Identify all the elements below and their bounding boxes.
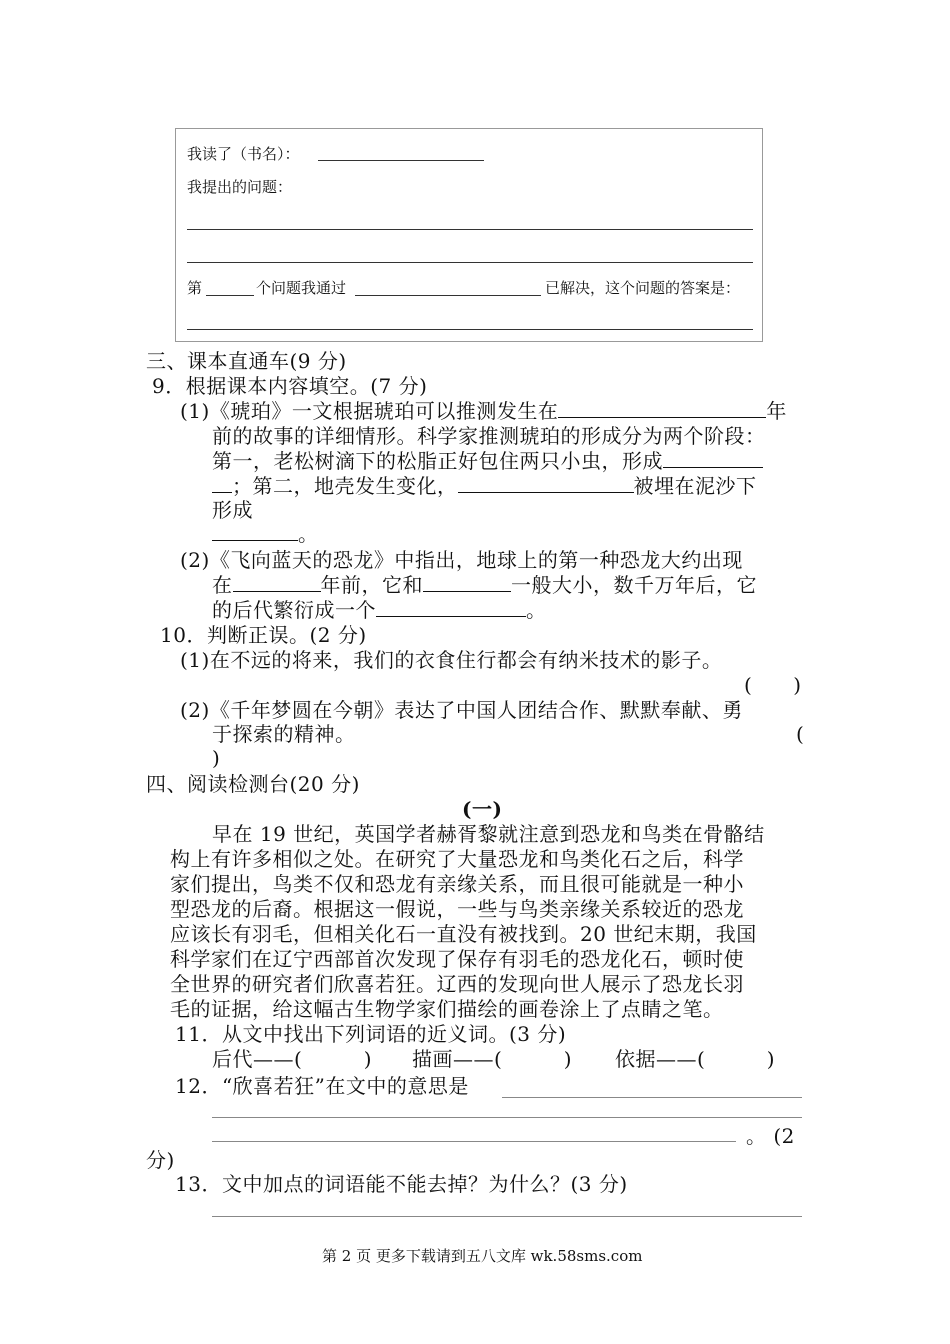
q13-title: 13．文中加点的词语能不能去掉？为什么？(3 分): [175, 1172, 628, 1196]
section3-heading: 三、课本直通车(9 分): [146, 349, 347, 373]
passage-line: 型恐龙的后裔。根据这一假说，一些与鸟类亲缘关系较近的恐龙: [170, 897, 744, 921]
answer-text-part1: 第: [187, 279, 203, 297]
q10-item1-answer[interactable]: ( ): [744, 673, 802, 697]
q12-blank-1[interactable]: [502, 1097, 802, 1098]
q9-1-line3: 第一，老松树滴下的松脂正好包住两只小虫，形成: [212, 449, 763, 473]
q9-1-blank-a[interactable]: [558, 399, 766, 418]
q9-1-line1: (1)《琥珀》一文根据琥珀可以推测发生在 年: [180, 399, 787, 423]
q11-title: 11．从文中找出下列词语的近义词。(3 分): [175, 1022, 567, 1046]
book-title-blank[interactable]: [318, 160, 484, 161]
q10-item2-answer-close: ): [212, 746, 221, 770]
q10-title: 10．判断正误。(2 分): [160, 623, 367, 647]
passage-line: 全世界的研究者们欣喜若狂。辽西的发现向世人展示了恐龙长羽: [170, 972, 744, 996]
section4-heading: 四、阅读检测台(20 分): [146, 772, 360, 796]
q12-blank-2[interactable]: [212, 1117, 802, 1118]
method-blank[interactable]: [355, 295, 541, 296]
passage-line: 应该长有羽毛，但相关化石一直没有被找到。20 世纪末期，我国: [170, 922, 757, 946]
q11-word-2[interactable]: 描画——( ): [412, 1047, 573, 1071]
q10-item2-answer-open[interactable]: (: [796, 722, 805, 746]
passage-line: 毛的证据，给这幅古生物学家们描绘的画卷涂上了点睛之笔。: [170, 997, 724, 1021]
q9-2-line3: 的后代繁衍成一个 。: [212, 598, 547, 622]
answer-text-part2: 个问题我通过: [256, 279, 347, 297]
q12-blank-3[interactable]: [212, 1141, 736, 1142]
q9-2-blank-b[interactable]: [423, 573, 511, 592]
q9-2-line2: 在 年前，它和 一般大小，数千万年后，它: [212, 573, 757, 597]
q13-answer-line[interactable]: [212, 1216, 802, 1217]
answer-line[interactable]: [187, 329, 753, 330]
question-line-2[interactable]: [187, 262, 753, 263]
book-title-label: 我读了（书名）：: [187, 145, 300, 163]
q9-1-line2: 前的故事的详细情形。科学家推测琥珀的形成分为两个阶段：: [212, 424, 766, 448]
q9-1-line4: ；第二，地壳发生变化， 被埋在泥沙下: [212, 474, 757, 498]
q9-1-blank-b[interactable]: [663, 449, 763, 468]
q12-end-score: 。 (2: [746, 1124, 795, 1148]
q9-title: 9．根据课本内容填空。(7 分): [152, 374, 428, 398]
question-line-1[interactable]: [187, 229, 753, 230]
q11-word-3[interactable]: 依据——( ): [615, 1047, 776, 1071]
q12-score-tail: 分): [146, 1148, 175, 1172]
passage-line: 家们提出，鸟类不仅和恐龙有亲缘关系，而且很可能就是一种小: [170, 872, 744, 896]
q9-2-blank-c[interactable]: [376, 598, 526, 617]
q9-1-blank-b-cont[interactable]: [212, 474, 232, 493]
q9-1-blank-d[interactable]: [212, 522, 298, 541]
passage-line: 早在 19 世纪，英国学者赫胥黎就注意到恐龙和鸟类在骨骼结: [212, 822, 765, 846]
q11-word-1[interactable]: 后代——( ): [212, 1047, 373, 1071]
passage-line: 科学家们在辽宁西部首次发现了保存有羽毛的恐龙化石，顿时使: [170, 947, 744, 971]
page-footer: 第 2 页 更多下载请到五八文库 wk.58sms.com: [322, 1247, 643, 1265]
answer-text-part3: 已解决，这个问题的答案是：: [545, 279, 741, 297]
question-label: 我提出的问题：: [187, 178, 293, 196]
q9-1-line6: 。: [212, 522, 319, 546]
q12-title: 12．“欣喜若狂”在文中的意思是: [175, 1074, 469, 1098]
q9-2-blank-a[interactable]: [233, 573, 321, 592]
passage-part-title: (一): [462, 797, 503, 821]
q10-item2-line1: (2)《千年梦圆在今朝》表达了中国人团结合作、默默奉献、勇: [180, 698, 743, 722]
passage-line: 构上有许多相似之处。在研究了大量恐龙和鸟类化石之后，科学: [170, 847, 744, 871]
q10-item2-line2: 于探索的精神。: [212, 722, 356, 746]
q10-item1: (1)在不远的将来，我们的衣食住行都会有纳米技术的影子。: [180, 648, 723, 672]
q9-1-blank-c[interactable]: [458, 474, 634, 493]
question-number-blank[interactable]: [206, 295, 254, 296]
q9-2-line1: (2)《飞向蓝天的恐龙》中指出，地球上的第一种恐龙大约出现: [180, 548, 743, 572]
q9-1-line5: 形成: [212, 498, 253, 522]
